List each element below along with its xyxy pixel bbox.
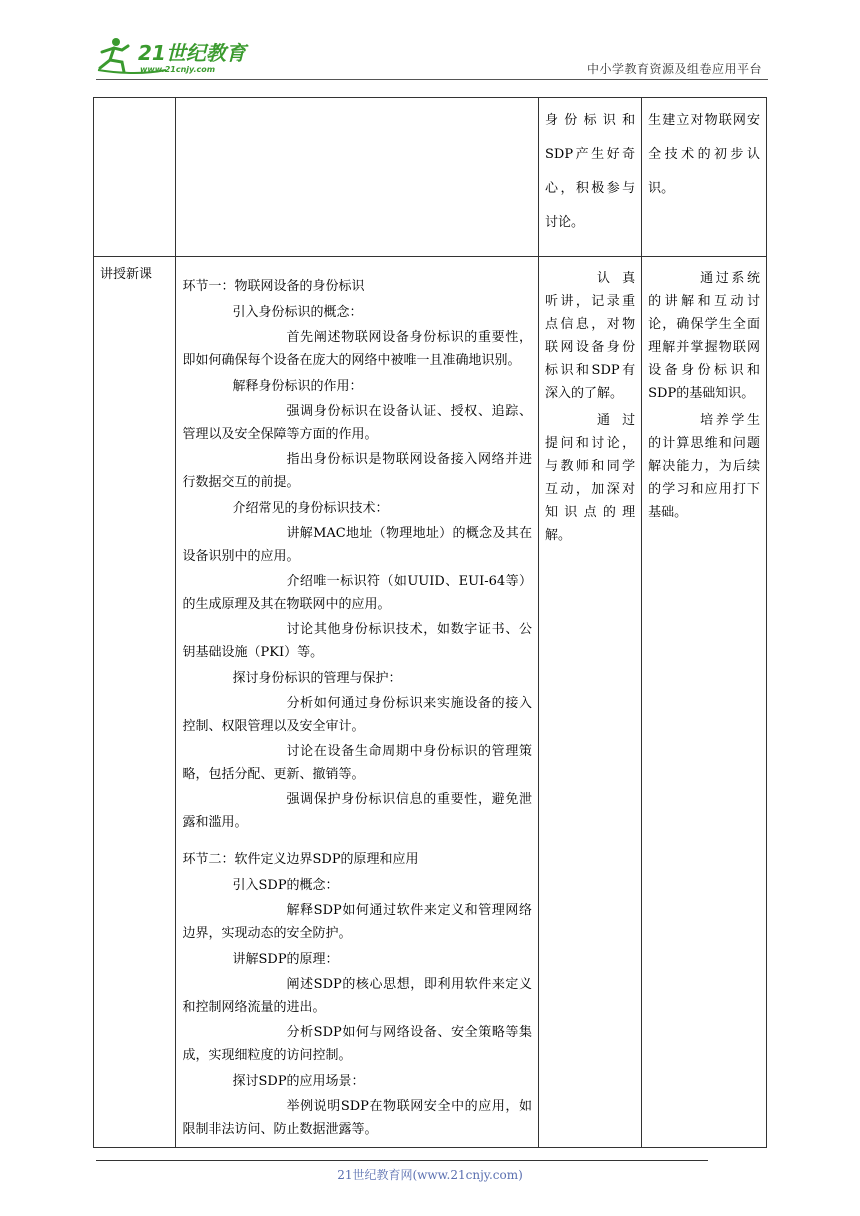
teacher-activity-cell (176, 98, 539, 257)
subsection-heading: 讲解SDP的原理： (232, 952, 339, 967)
logo-text: 21世纪教育 (138, 41, 246, 65)
paragraph: 讲解MAC地址（物理地址）的概念及其在设备识别中的应用。 (182, 526, 533, 564)
paragraph: 讨论在设备生命周期中身份标识的管理策略，包括分配、更新、撤销等。 (182, 744, 533, 782)
teacher-activity-cell (176, 257, 539, 1148)
paragraph: 举例说明SDP在物联网安全中的应用，如限制非法访问、防止数据泄露等。 (182, 1099, 533, 1137)
student-activity-cell (539, 257, 642, 1148)
paragraph: 分析如何通过身份标识来实施设备的接入控制、权限管理以及安全审计。 (182, 696, 533, 734)
site-logo (96, 36, 256, 76)
design-intent-cell (642, 257, 767, 1148)
subsection-heading: 解释身份标识的作用： (232, 379, 363, 394)
page-header (0, 0, 860, 80)
paragraph: 认真听讲，记录重点信息，对物联网设备身份标识和SDP有深入的了解。 (545, 271, 636, 401)
paragraph: 指出身份标识是物联网设备接入网络并进行数据交互的前提。 (182, 452, 533, 490)
design-intent-text: 生建立对物联网安全技术的初步认识。 (648, 113, 760, 196)
section-title: 环节一：物联网设备的身份标识 (182, 279, 365, 294)
student-activity-cell (539, 98, 642, 257)
paragraph: 讨论其他身份标识技术，如数字证书、公钥基础设施（PKI）等。 (182, 622, 533, 660)
stage-cell (94, 257, 176, 1148)
paragraph: 阐述SDP的核心思想，即利用软件来定义和控制网络流量的进出。 (182, 977, 533, 1015)
stage-cell (94, 98, 176, 257)
design-intent-cell (642, 98, 767, 257)
subsection-heading: 引入身份标识的概念： (232, 305, 363, 320)
paragraph: 通过提问和讨论，与教师和同学互动，加深对知识点的理解。 (545, 413, 636, 543)
student-activity-text: 身份标识和SDP产生好奇心，积极参与讨论。 (545, 113, 636, 230)
paragraph: 强调保护身份标识信息的重要性，避免泄露和滥用。 (182, 792, 533, 830)
paragraph: 通过系统的讲解和互动讨论，确保学生全面理解并掌握物联网设备身份标识和SDP的基础知识。 (648, 271, 760, 401)
lesson-plan-table (93, 97, 767, 1148)
subsection-heading: 探讨身份标识的管理与保护： (232, 671, 402, 686)
subsection-heading: 介绍常见的身份标识技术： (232, 501, 389, 516)
footer-text[interactable]: 21世纪教育网(www.21cnjy.com) (337, 1168, 523, 1182)
paragraph: 解释SDP如何通过软件来定义和管理网络边界，实现动态的安全防护。 (182, 903, 533, 941)
subsection-heading: 探讨SDP的应用场景： (232, 1074, 365, 1089)
paragraph: 分析SDP如何与网络设备、安全策略等集成，实现细粒度的访问控制。 (182, 1025, 533, 1063)
table-row (94, 98, 767, 257)
paragraph: 介绍唯一标识符（如UUID、EUI-64等）的生成原理及其在物联网中的应用。 (182, 574, 533, 612)
section-title: 环节二：软件定义边界SDP的原理和应用 (182, 852, 419, 867)
paragraph: 强调身份标识在设备认证、授权、追踪、管理以及安全保障等方面的作用。 (182, 404, 533, 442)
paragraph: 首先阐述物联网设备身份标识的重要性，即如何确保每个设备在庞大的网络中被唯一且准确地识别。 (182, 330, 533, 368)
paragraph: 培养学生的计算思维和问题解决能力，为后续的学习和应用打下基础。 (648, 413, 760, 520)
platform-title: 中小学教育资源及组卷应用平台 (586, 62, 762, 76)
header-divider (96, 79, 768, 80)
subsection-heading: 引入SDP的概念： (232, 878, 339, 893)
table-row (94, 257, 767, 1148)
logo-url: www.21cnjy.com (140, 65, 216, 74)
stage-label: 讲授新课 (100, 267, 153, 282)
footer-divider (96, 1160, 708, 1161)
